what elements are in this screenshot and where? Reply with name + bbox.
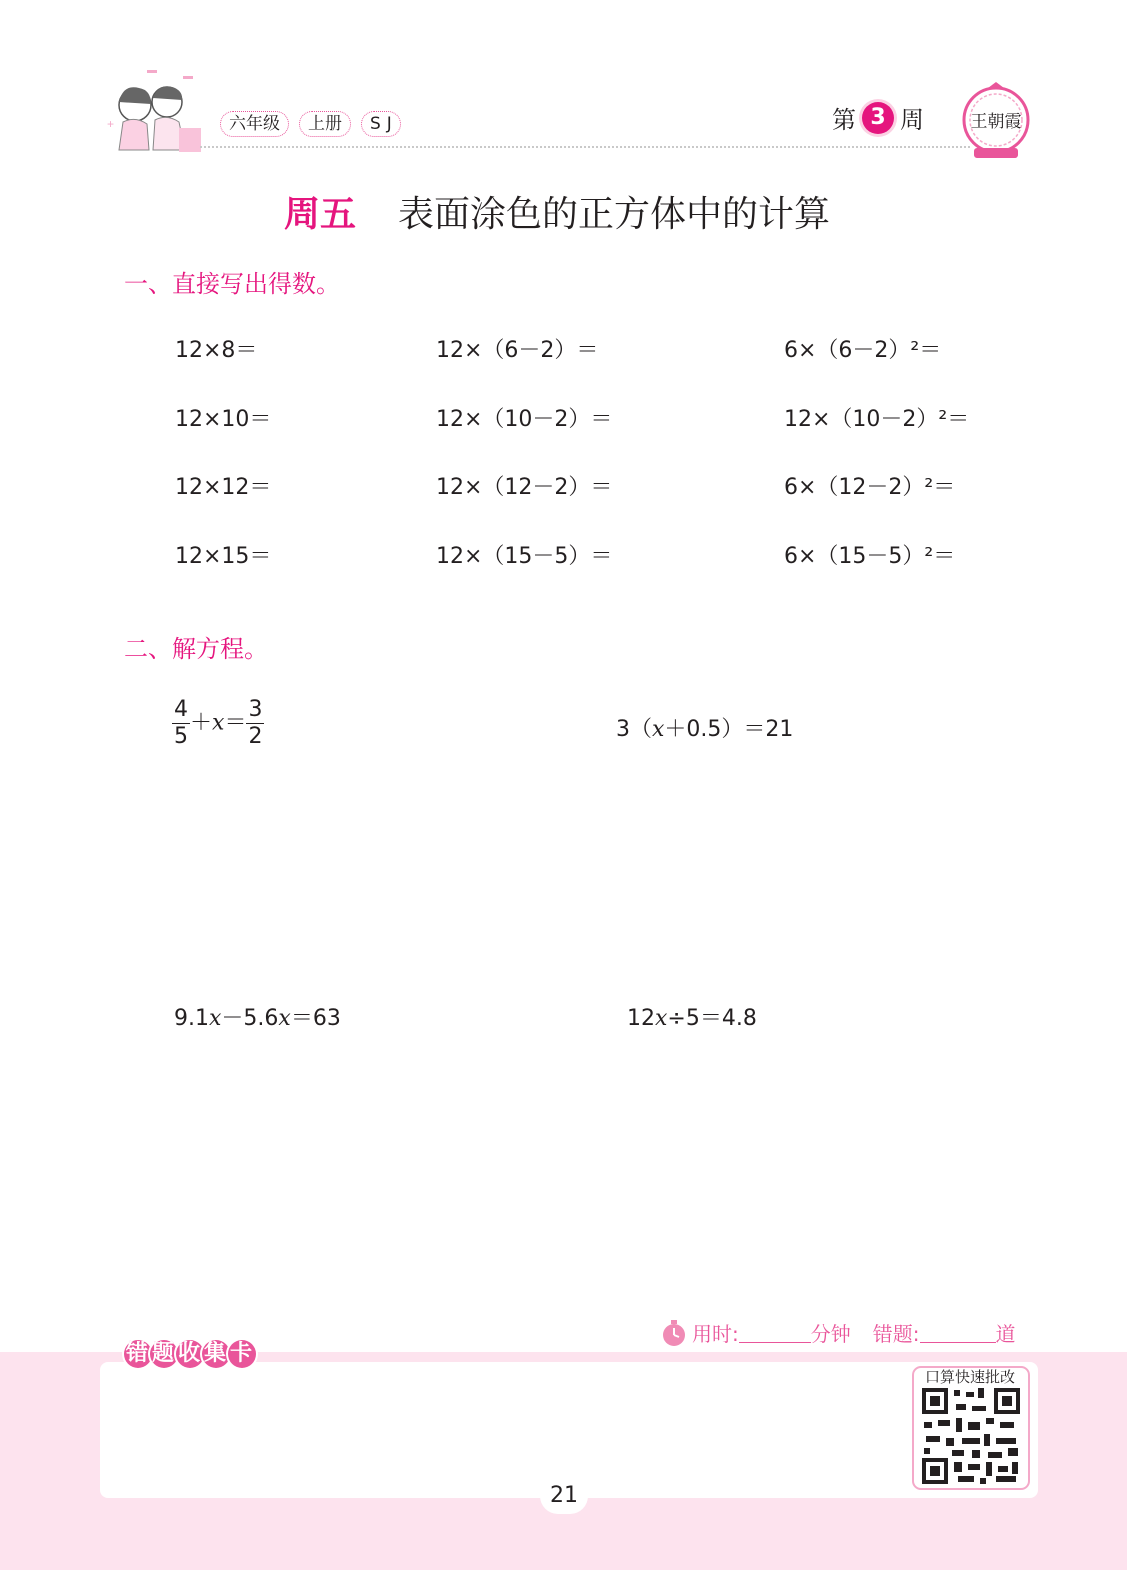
equation-3 bbox=[174, 1001, 341, 1032]
exercise-1-3: 6×（6－2）²＝ bbox=[784, 338, 942, 363]
fraction-denominator: 2 bbox=[248, 724, 263, 749]
page-title: 表面涂色的正方体中的计算 bbox=[398, 194, 831, 235]
fraction-numerator: 3 bbox=[248, 697, 263, 722]
eq4-coef: 12 bbox=[627, 1006, 655, 1031]
equation-4 bbox=[627, 1001, 757, 1032]
section2-heading: 二、解方程。 bbox=[124, 635, 268, 663]
exercise-4-1: 12×15＝ bbox=[175, 544, 272, 569]
card-label-char: 收 bbox=[177, 1341, 202, 1366]
exercise-1-1: 12×8＝ bbox=[175, 338, 258, 363]
card-label-char: 集 bbox=[203, 1341, 228, 1366]
equals-sign: ＝ bbox=[224, 710, 247, 736]
equation-2 bbox=[616, 712, 793, 743]
exercise-3-1: 12×12＝ bbox=[175, 475, 272, 500]
errors-blank[interactable] bbox=[920, 1322, 996, 1343]
cartoon-kids-icon bbox=[105, 70, 205, 155]
time-label: 用时: bbox=[692, 1322, 739, 1346]
card-label-char: 卡 bbox=[229, 1341, 254, 1366]
volume-tag: 上册 bbox=[299, 111, 351, 137]
grade-tag: 六年级 bbox=[220, 111, 289, 137]
variable-x: x bbox=[655, 1006, 668, 1031]
brand-logo-text: 王朝霞 bbox=[970, 112, 1022, 132]
qr-caption: 口算快速批改 bbox=[925, 1368, 1016, 1386]
variable-x: x bbox=[209, 1006, 222, 1031]
eq3-coef1: 9.1 bbox=[174, 1006, 209, 1031]
errors-label: 错题: bbox=[872, 1322, 920, 1346]
variable-x: x bbox=[212, 710, 225, 736]
fraction-right bbox=[246, 697, 264, 750]
exercise-3-3: 6×（12－2）²＝ bbox=[784, 475, 956, 500]
fraction-left bbox=[172, 697, 190, 750]
week-number-badge: 3 bbox=[862, 102, 894, 134]
stopwatch-icon bbox=[660, 1319, 688, 1347]
brand-seal-icon bbox=[960, 82, 1032, 160]
card-label-char: 错 bbox=[125, 1341, 150, 1366]
svg-text:+: + bbox=[107, 117, 115, 131]
section1-heading: 一、直接写出得数。 bbox=[124, 270, 340, 298]
eq4-suffix: ÷5＝4.8 bbox=[667, 1006, 757, 1031]
grade-tags bbox=[220, 111, 401, 137]
exercise-2-1: 12×10＝ bbox=[175, 407, 272, 432]
time-blank[interactable] bbox=[739, 1322, 811, 1343]
time-and-errors-row bbox=[660, 1318, 1016, 1347]
fraction-denominator: 5 bbox=[174, 724, 188, 749]
week-suffix: 周 bbox=[900, 106, 924, 134]
mistake-card-label bbox=[124, 1340, 254, 1368]
variable-x: x bbox=[652, 717, 665, 742]
exercise-1-2: 12×（6－2）＝ bbox=[436, 338, 599, 363]
exercise-2-3: 12×（10－2）²＝ bbox=[784, 407, 970, 432]
plus-sign: ＋ bbox=[190, 710, 213, 736]
card-label-char: 题 bbox=[151, 1341, 176, 1366]
week-indicator bbox=[832, 100, 924, 135]
fraction-numerator: 4 bbox=[174, 697, 188, 722]
eq2-prefix: 3（ bbox=[616, 717, 652, 742]
title-day: 周五 bbox=[284, 194, 357, 235]
exercise-3-2: 12×（12－2）＝ bbox=[436, 475, 613, 500]
variable-x: x bbox=[278, 1006, 291, 1031]
header-divider bbox=[200, 146, 970, 148]
errors-unit: 道 bbox=[995, 1322, 1016, 1346]
week-prefix: 第 bbox=[832, 106, 856, 134]
exercise-4-3: 6×（15－5）²＝ bbox=[784, 544, 956, 569]
eq3-suffix: ＝63 bbox=[290, 1006, 341, 1031]
page-number: 21 bbox=[540, 1478, 588, 1514]
eq2-suffix: ＋0.5）＝21 bbox=[664, 717, 794, 742]
exercise-4-2: 12×（15－5）＝ bbox=[436, 544, 613, 569]
eq3-coef2: －5.6 bbox=[221, 1006, 279, 1031]
time-unit: 分钟 bbox=[810, 1322, 851, 1346]
equation-1 bbox=[172, 697, 264, 750]
exercise-2-2: 12×（10－2）＝ bbox=[436, 407, 613, 432]
edition-tag: SJ bbox=[361, 111, 401, 137]
